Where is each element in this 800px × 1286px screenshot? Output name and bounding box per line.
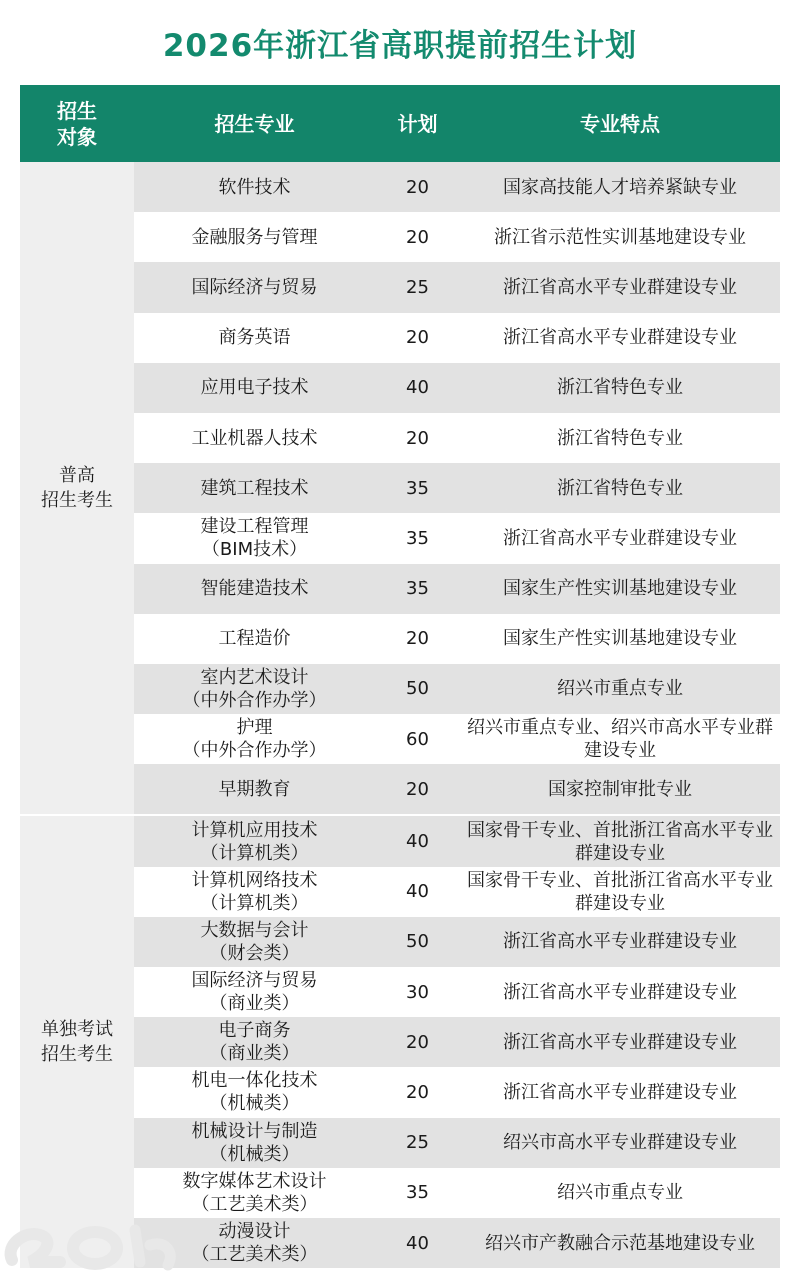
major-cell bbox=[134, 1017, 375, 1067]
major-name: 机电一体化技术 bbox=[191, 1070, 318, 1092]
major-name: 国际经济与贸易 bbox=[191, 276, 318, 298]
major-name: 工业机器人技术 bbox=[191, 427, 318, 449]
plan-count: 20 bbox=[406, 327, 429, 349]
table-row bbox=[134, 664, 780, 714]
major-cell bbox=[134, 162, 375, 212]
major-name: 建设工程管理 bbox=[200, 516, 309, 538]
table-row bbox=[134, 162, 780, 212]
header-major: 招生专业 bbox=[214, 111, 295, 136]
plan-count: 35 bbox=[406, 527, 429, 549]
table-row bbox=[134, 463, 780, 513]
major-name: 软件技术 bbox=[218, 176, 291, 198]
major-category: （中外合作办学） bbox=[182, 689, 327, 711]
plan-count: 35 bbox=[406, 477, 429, 499]
table-row bbox=[134, 1168, 780, 1218]
major-name: 国际经济与贸易 bbox=[191, 970, 318, 992]
table-row bbox=[134, 564, 780, 614]
major-cell bbox=[134, 1118, 375, 1168]
major-name: 大数据与会计 bbox=[200, 919, 309, 941]
feature-cell: 绍兴市产教融合示范基地建设专业 bbox=[485, 1232, 755, 1254]
major-cell bbox=[134, 917, 375, 967]
table-row bbox=[134, 363, 780, 413]
major-cell bbox=[134, 764, 375, 814]
plan-count: 35 bbox=[406, 578, 429, 600]
major-name: 电子商务 bbox=[218, 1020, 291, 1042]
major-category: （机械类） bbox=[209, 1143, 300, 1165]
major-name: 动漫设计 bbox=[218, 1221, 291, 1243]
major-name: 商务英语 bbox=[218, 327, 291, 349]
feature-cell: 浙江省特色专业 bbox=[557, 377, 683, 399]
group-1 bbox=[20, 816, 780, 1268]
plan-count: 20 bbox=[406, 628, 429, 650]
plan-count: 20 bbox=[406, 226, 429, 248]
feature-cell: 浙江省示范性实训基地建设专业 bbox=[494, 226, 746, 248]
feature-cell: 浙江省特色专业 bbox=[557, 427, 683, 449]
plan-count: 25 bbox=[406, 1132, 429, 1154]
table-row bbox=[134, 867, 780, 917]
major-name: 智能建造技术 bbox=[200, 578, 309, 600]
feature-cell: 绍兴市重点专业、绍兴市高水平专业群建设专业 bbox=[467, 717, 773, 762]
feature-cell: 国家生产性实训基地建设专业 bbox=[503, 628, 737, 650]
feature-cell: 国家控制审批专业 bbox=[548, 778, 692, 800]
feature-cell: 浙江省高水平专业群建设专业 bbox=[503, 327, 737, 349]
major-cell bbox=[134, 413, 375, 463]
table-row bbox=[134, 917, 780, 967]
major-category: （机械类） bbox=[209, 1093, 300, 1115]
plan-count: 20 bbox=[406, 1081, 429, 1103]
table-row bbox=[134, 1017, 780, 1067]
feature-cell: 浙江省高水平专业群建设专业 bbox=[503, 276, 737, 298]
major-name: 计算机应用技术 bbox=[191, 819, 318, 841]
table-header bbox=[20, 85, 780, 162]
page-title: 2026年浙江省高职提前招生计划 bbox=[162, 28, 638, 64]
major-name: 护理 bbox=[236, 717, 273, 739]
plan-count: 20 bbox=[406, 427, 429, 449]
table-row bbox=[134, 1218, 780, 1268]
plan-count: 40 bbox=[406, 831, 429, 853]
plan-count: 40 bbox=[406, 881, 429, 903]
major-name: 计算机网络技术 bbox=[191, 869, 318, 891]
table-row bbox=[134, 212, 780, 262]
plan-count: 40 bbox=[406, 1232, 429, 1254]
group-label: 单独考试 招生考生 bbox=[20, 816, 134, 1268]
table-row bbox=[134, 714, 780, 764]
table-row bbox=[134, 262, 780, 312]
feature-cell: 绍兴市重点专业 bbox=[557, 678, 683, 700]
enrollment-table bbox=[20, 85, 780, 1268]
major-category: （计算机类） bbox=[200, 842, 309, 864]
major-cell bbox=[134, 1168, 375, 1218]
major-cell bbox=[134, 262, 375, 312]
feature-cell: 绍兴市高水平专业群建设专业 bbox=[503, 1132, 737, 1154]
major-cell bbox=[134, 1067, 375, 1117]
table-row bbox=[134, 313, 780, 363]
major-category: （工艺美术类） bbox=[191, 1244, 318, 1266]
plan-count: 25 bbox=[406, 276, 429, 298]
group-rows bbox=[134, 162, 780, 814]
plan-count: 20 bbox=[406, 1031, 429, 1053]
major-name: 工程造价 bbox=[218, 628, 291, 650]
group-0 bbox=[20, 162, 780, 814]
feature-cell: 浙江省特色专业 bbox=[557, 477, 683, 499]
major-cell bbox=[134, 867, 375, 917]
feature-cell: 绍兴市重点专业 bbox=[557, 1182, 683, 1204]
table-row bbox=[134, 1067, 780, 1117]
table-row bbox=[134, 764, 780, 814]
header-target: 招生 对象 bbox=[57, 98, 97, 149]
feature-cell: 国家生产性实训基地建设专业 bbox=[503, 578, 737, 600]
table-row bbox=[134, 1118, 780, 1168]
feature-cell: 浙江省高水平专业群建设专业 bbox=[503, 981, 737, 1003]
plan-count: 40 bbox=[406, 377, 429, 399]
table-body bbox=[20, 162, 780, 1268]
feature-cell: 浙江省高水平专业群建设专业 bbox=[503, 931, 737, 953]
table-row bbox=[134, 614, 780, 664]
major-name: 早期教育 bbox=[218, 778, 291, 800]
major-cell bbox=[134, 816, 375, 866]
major-category: （计算机类） bbox=[200, 892, 309, 914]
major-cell bbox=[134, 1218, 375, 1268]
table-row bbox=[134, 513, 780, 563]
major-cell bbox=[134, 513, 375, 563]
major-category: （财会类） bbox=[209, 942, 300, 964]
major-category: （商业类） bbox=[209, 993, 300, 1015]
major-name: 数字媒体艺术设计 bbox=[182, 1170, 327, 1192]
major-cell bbox=[134, 714, 375, 764]
major-cell bbox=[134, 463, 375, 513]
major-cell bbox=[134, 614, 375, 664]
plan-count: 35 bbox=[406, 1182, 429, 1204]
plan-count: 20 bbox=[406, 778, 429, 800]
major-category: （中外合作办学） bbox=[182, 740, 327, 762]
feature-cell: 浙江省高水平专业群建设专业 bbox=[503, 1081, 737, 1103]
major-name: 金融服务与管理 bbox=[191, 226, 318, 248]
major-name: 室内艺术设计 bbox=[200, 666, 309, 688]
header-feature: 专业特点 bbox=[580, 111, 660, 136]
major-cell bbox=[134, 564, 375, 614]
major-cell bbox=[134, 313, 375, 363]
feature-cell: 浙江省高水平专业群建设专业 bbox=[503, 527, 737, 549]
plan-count: 50 bbox=[406, 678, 429, 700]
feature-cell: 国家骨干专业、首批浙江省高水平专业群建设专业 bbox=[467, 819, 773, 864]
header-plan: 计划 bbox=[397, 111, 438, 136]
group-rows bbox=[134, 816, 780, 1268]
plan-count: 30 bbox=[406, 981, 429, 1003]
plan-count: 50 bbox=[406, 931, 429, 953]
major-name: 应用电子技术 bbox=[200, 377, 309, 399]
major-cell bbox=[134, 212, 375, 262]
table-row bbox=[134, 816, 780, 866]
major-category: （BIM技术） bbox=[201, 539, 308, 561]
group-label: 普高 招生考生 bbox=[20, 162, 134, 814]
major-category: （商业类） bbox=[209, 1043, 300, 1065]
major-cell bbox=[134, 967, 375, 1017]
feature-cell: 国家高技能人才培养紧缺专业 bbox=[503, 176, 737, 198]
major-category: （工艺美术类） bbox=[191, 1193, 318, 1215]
major-name: 机械设计与制造 bbox=[191, 1120, 318, 1142]
feature-cell: 浙江省高水平专业群建设专业 bbox=[503, 1031, 737, 1053]
major-name: 建筑工程技术 bbox=[200, 477, 309, 499]
table-row bbox=[134, 967, 780, 1017]
plan-count: 20 bbox=[406, 176, 429, 198]
major-cell bbox=[134, 664, 375, 714]
feature-cell: 国家骨干专业、首批浙江省高水平专业群建设专业 bbox=[467, 869, 773, 914]
major-cell bbox=[134, 363, 375, 413]
plan-count: 60 bbox=[406, 728, 429, 750]
table-row bbox=[134, 413, 780, 463]
